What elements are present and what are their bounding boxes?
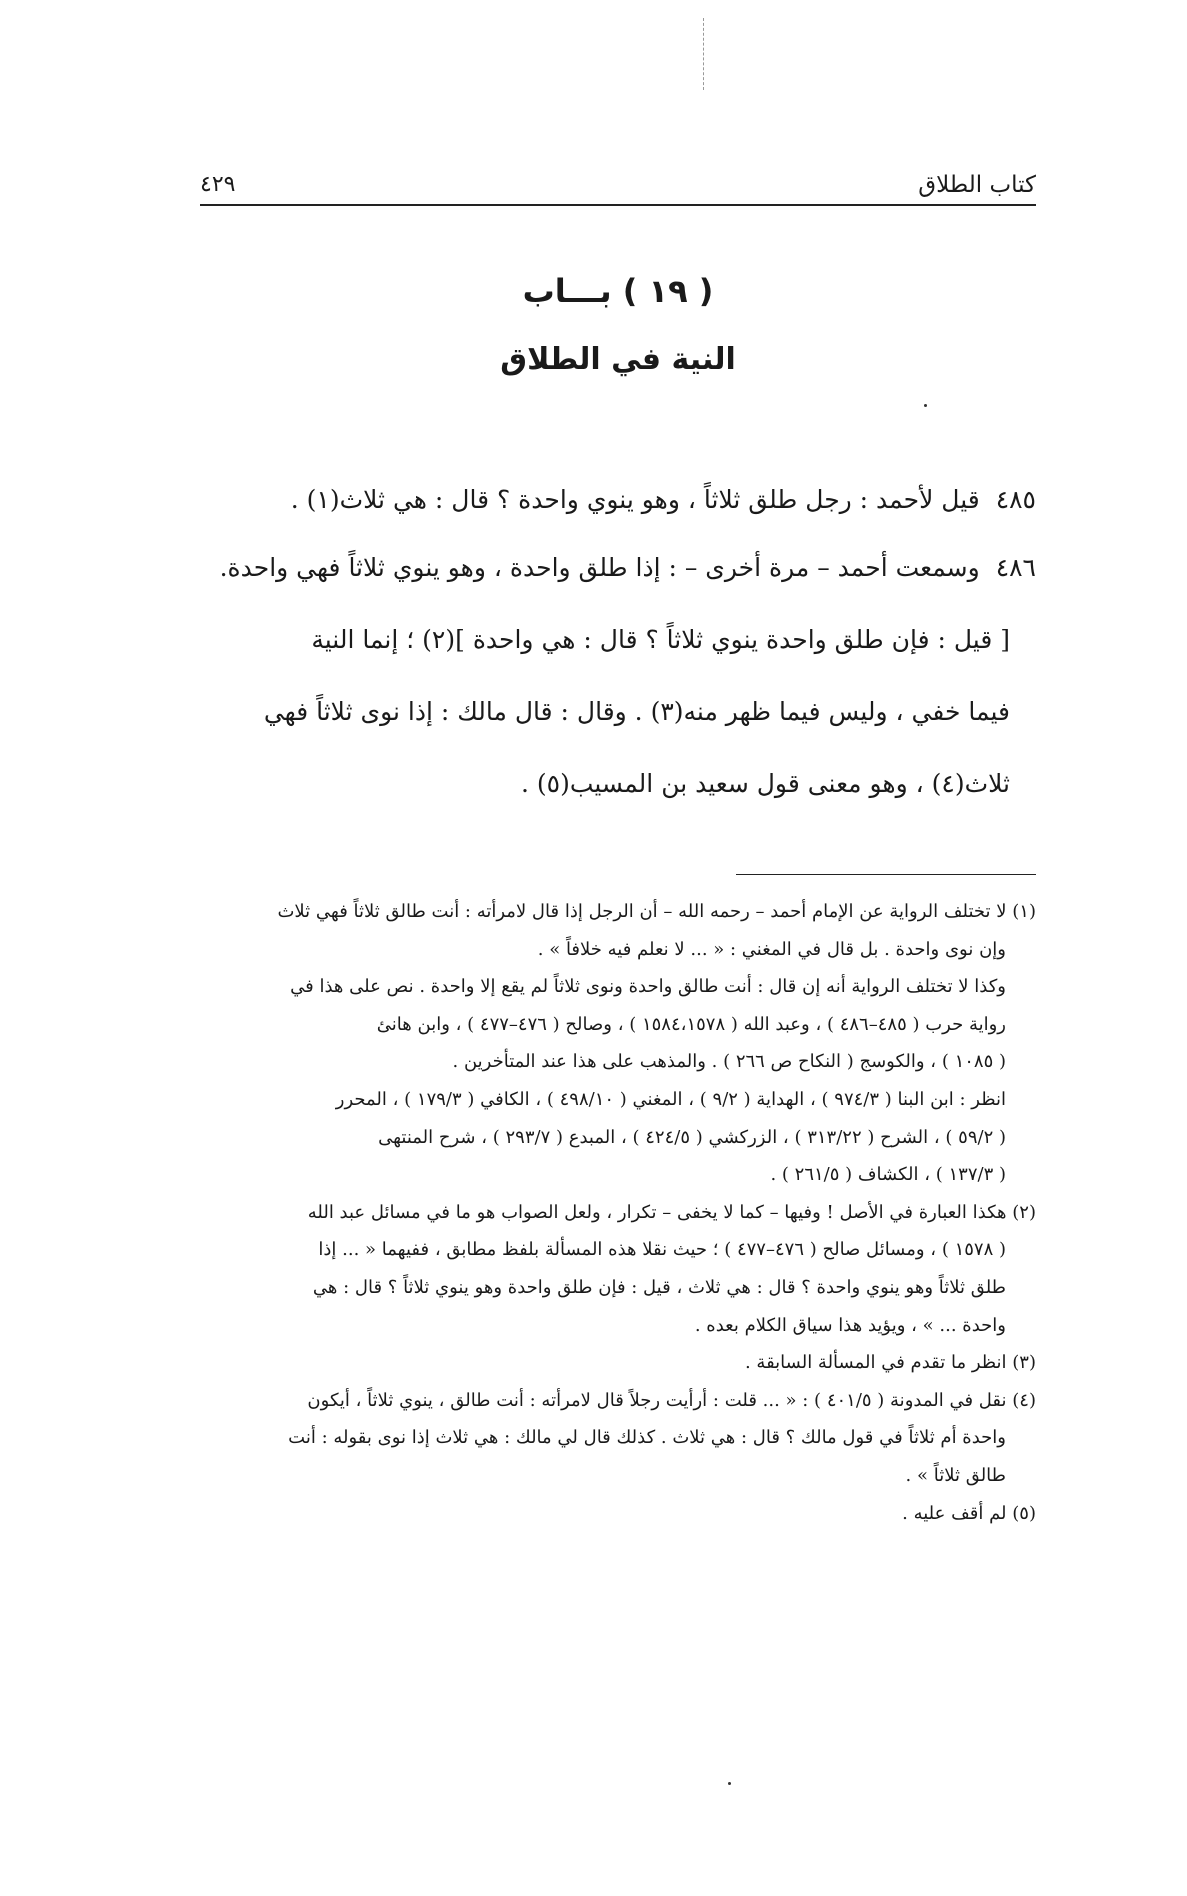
page-number: ٤٢٩ [200, 172, 236, 197]
issue-485 [200, 464, 1036, 536]
footnote-line: انظر ما تقدم في المسألة السابقة . [744, 1352, 1007, 1374]
footnote-line: واحدة أم ثلاثاً في قول مالك ؟ قال : هي ثلاث . كذلك قال لي مالك : هي ثلاث إذا نوى بقوله : أنت [288, 1427, 1006, 1449]
issue-number: ٤٨٦ [995, 553, 1036, 582]
footnote-4 [200, 1382, 1036, 1495]
footnote-line: ( ٥٩/٢ ) ، الشرح ( ٣١٣/٢٢ ) ، الزركشي ( ٤٢٤/٥ ) ، المبدع ( ٢٩٣/٧ ) ، شرح المنتهى [378, 1126, 1006, 1148]
running-header [200, 172, 1036, 202]
footnote-label: (٤) [1012, 1389, 1036, 1411]
crop-mark [703, 18, 705, 90]
chapter-number: ( ١٩ ) بـــاب [522, 272, 714, 310]
footnote-5 [200, 1495, 1036, 1533]
issue-number: ٤٨٥ [995, 485, 1036, 514]
chapter-title: النية في الطلاق [500, 342, 736, 377]
footnote-line: هكذا العبارة في الأصل ! وفيها – كما لا يخفى – تكرار ، ولعل الصواب هو ما في مسائل عبد الله [307, 1201, 1007, 1223]
footnote-line: انظر : ابن البنا ( ٩٧٤/٣ ) ، الهداية ( ٩/٢ ) ، المغني ( ٤٩٨/١٠ ) ، الكافي ( ١٧٩/٣ ) ، المحرر [335, 1088, 1006, 1110]
issue-line: فيما خفي ، وليس فيما ظهر منه(٣) . وقال : قال مالك : إذا نوى ثلاثاً فهي [263, 697, 1010, 726]
issue-first-line [200, 532, 1036, 604]
footnote-line: ( ١٠٨٥ ) ، والكوسج ( النكاح ص ٢٦٦ ) . والمذهب على هذا عند المتأخرين . [452, 1051, 1006, 1073]
footnote-line: واحدة ... » ، ويؤيد هذا سياق الكلام بعده . [694, 1314, 1006, 1336]
footnote-line: لا تختلف الرواية عن الإمام أحمد – رحمه الله – أن الرجل إذا قال لامرأته : أنت طالق ثلاثاً فهي ثلاث [277, 901, 1007, 922]
issue-line: وسمعت أحمد – مرة أخرى – : إذا طلق واحدة ، وهو ينوي ثلاثاً فهي واحدة. [219, 553, 980, 582]
footnote-line: رواية حرب ( ٤٨٥–٤٨٦ ) ، وعبد الله ( ١٥٨٤،١٥٧٨ ) ، وصالح ( ٤٧٦–٤٧٧ ) ، وابن هانئ [376, 1013, 1006, 1035]
footnote-line: طلق ثلاثاً وهو ينوي واحدة ؟ قال : هي ثلاث ، قيل : فإن طلق واحدة وهو ينوي ثلاثاً ؟ قال : هي [312, 1276, 1006, 1298]
footnote-label: (٢) [1012, 1201, 1036, 1223]
footnote-1 [200, 893, 1036, 1194]
footnote-label: (١) [1012, 901, 1036, 922]
footnote-line: وإن نوى واحدة . بل قال في المغني : « ... لا نعلم فيه خلافاً » . [537, 938, 1006, 960]
issue-486 [200, 532, 1036, 820]
footnote-2 [200, 1194, 1036, 1344]
footnote-line: نقل في المدونة ( ٤٠١/٥ ) : « ... قلت : أرأيت رجلاً قال لامرأته : أنت طالق ، ينوي ثلاثاً ، أيكون [307, 1389, 1007, 1411]
footnote-separator [736, 874, 1036, 875]
header-rule [200, 204, 1036, 206]
footnote-label: (٥) [1012, 1502, 1036, 1524]
footnotes [200, 893, 1036, 1532]
footnote-line: ( ١٥٧٨ ) ، ومسائل صالح ( ٤٧٦–٤٧٧ ) ؛ حيث نقلا هذه المسألة بلفظ مطابق ، ففيهما « ... إذا [318, 1239, 1006, 1261]
book-title: كتاب الطلاق [918, 172, 1036, 198]
footnote-line: لم أقف عليه . [902, 1502, 1007, 1524]
footnote-3 [200, 1344, 1036, 1382]
footnote-line: ( ١٣٧/٣ ) ، الكشاف ( ٢٦١/٥ ) . [770, 1164, 1006, 1186]
footnote-line: طالق ثلاثاً » . [905, 1464, 1006, 1486]
footnote-line: وكذا لا تختلف الرواية أنه إن قال : أنت طالق واحدة ونوى ثلاثاً لم يقع إلا واحدة . نص على هذا في [290, 976, 1006, 998]
issue-line: قيل لأحمد : رجل طلق ثلاثاً ، وهو ينوي واحدة ؟ قال : هي ثلاث(١) . [290, 485, 980, 514]
print-speck [924, 404, 927, 407]
footnote-label: (٣) [1012, 1352, 1036, 1374]
issue-line: ثلاث(٤) ، وهو معنى قول سعيد بن المسيب(٥) . [520, 769, 1010, 798]
print-speck [728, 1782, 731, 1785]
issue-line: [ قيل : فإن طلق واحدة ينوي ثلاثاً ؟ قال : هي واحدة ](٢) ؛ إنما النية [311, 625, 1010, 654]
